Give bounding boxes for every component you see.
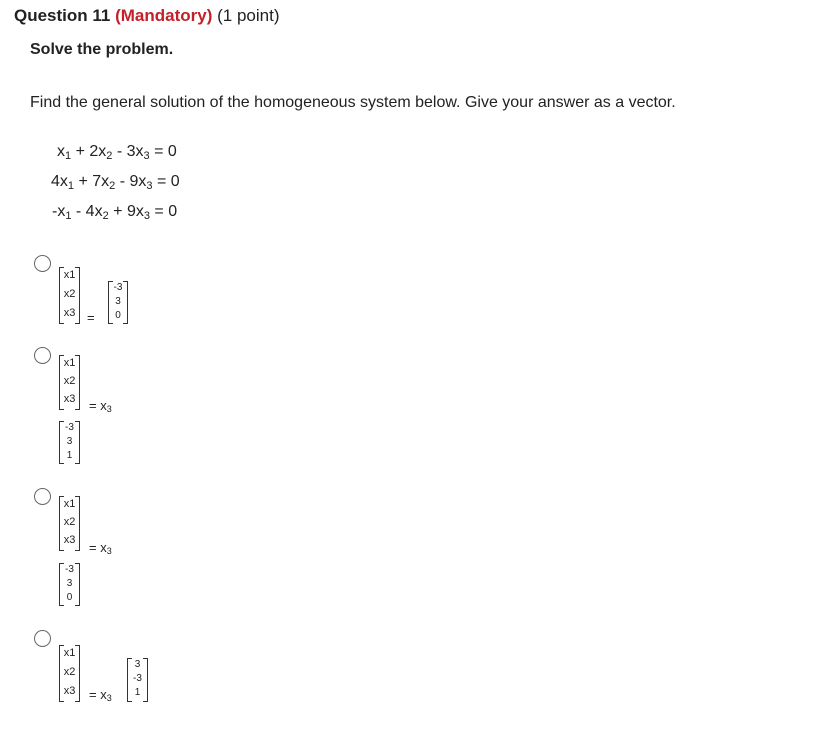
option-4-solution-vector: 3 -3 1 (127, 658, 148, 702)
option-1-equals: = (87, 310, 95, 325)
option-3-solution-vector: -3 3 0 (59, 563, 80, 606)
instruction-text: Solve the problem. (30, 41, 174, 58)
points-label: (1 point) (217, 6, 280, 25)
problem-prompt: Find the general solution of the homogeneous system below. Give your answer as a vector. (30, 94, 676, 111)
mandatory-label: (Mandatory) (115, 6, 213, 25)
option-4-radio[interactable] (34, 630, 51, 647)
option-2-solution-vector: -3 3 1 (59, 421, 80, 464)
equation-2: $4x_1 + 7x_2 - 9x_3 = 0$ (51, 173, 180, 192)
option-3-variable-vector: x1 x2 x3 (59, 496, 80, 551)
option-1-radio[interactable] (34, 255, 51, 272)
question-number: Question 11 (14, 6, 111, 25)
option-2-equals-x3: = $x_3$ (89, 398, 112, 414)
option-3-equals-x3: = $x_3$ (89, 540, 112, 556)
equation-3: $-x_1 - 4x_2 + 9x_3 = 0$ (52, 203, 178, 222)
option-2-variable-vector: x1 x2 x3 (59, 355, 80, 410)
option-4-variable-vector: x1 x2 x3 (59, 645, 80, 702)
option-1-solution-vector: -3 3 0 (108, 281, 128, 324)
option-2-radio[interactable] (34, 347, 51, 364)
option-4-equals-x3: = $x_3$ (89, 687, 112, 703)
question-title (14, 6, 280, 26)
option-1-variable-vector: x1 x2 x3 (59, 267, 80, 324)
equation-1: $x_1 + 2x_2 - 3x_3 = 0$ (57, 143, 177, 162)
option-3-radio[interactable] (34, 488, 51, 505)
